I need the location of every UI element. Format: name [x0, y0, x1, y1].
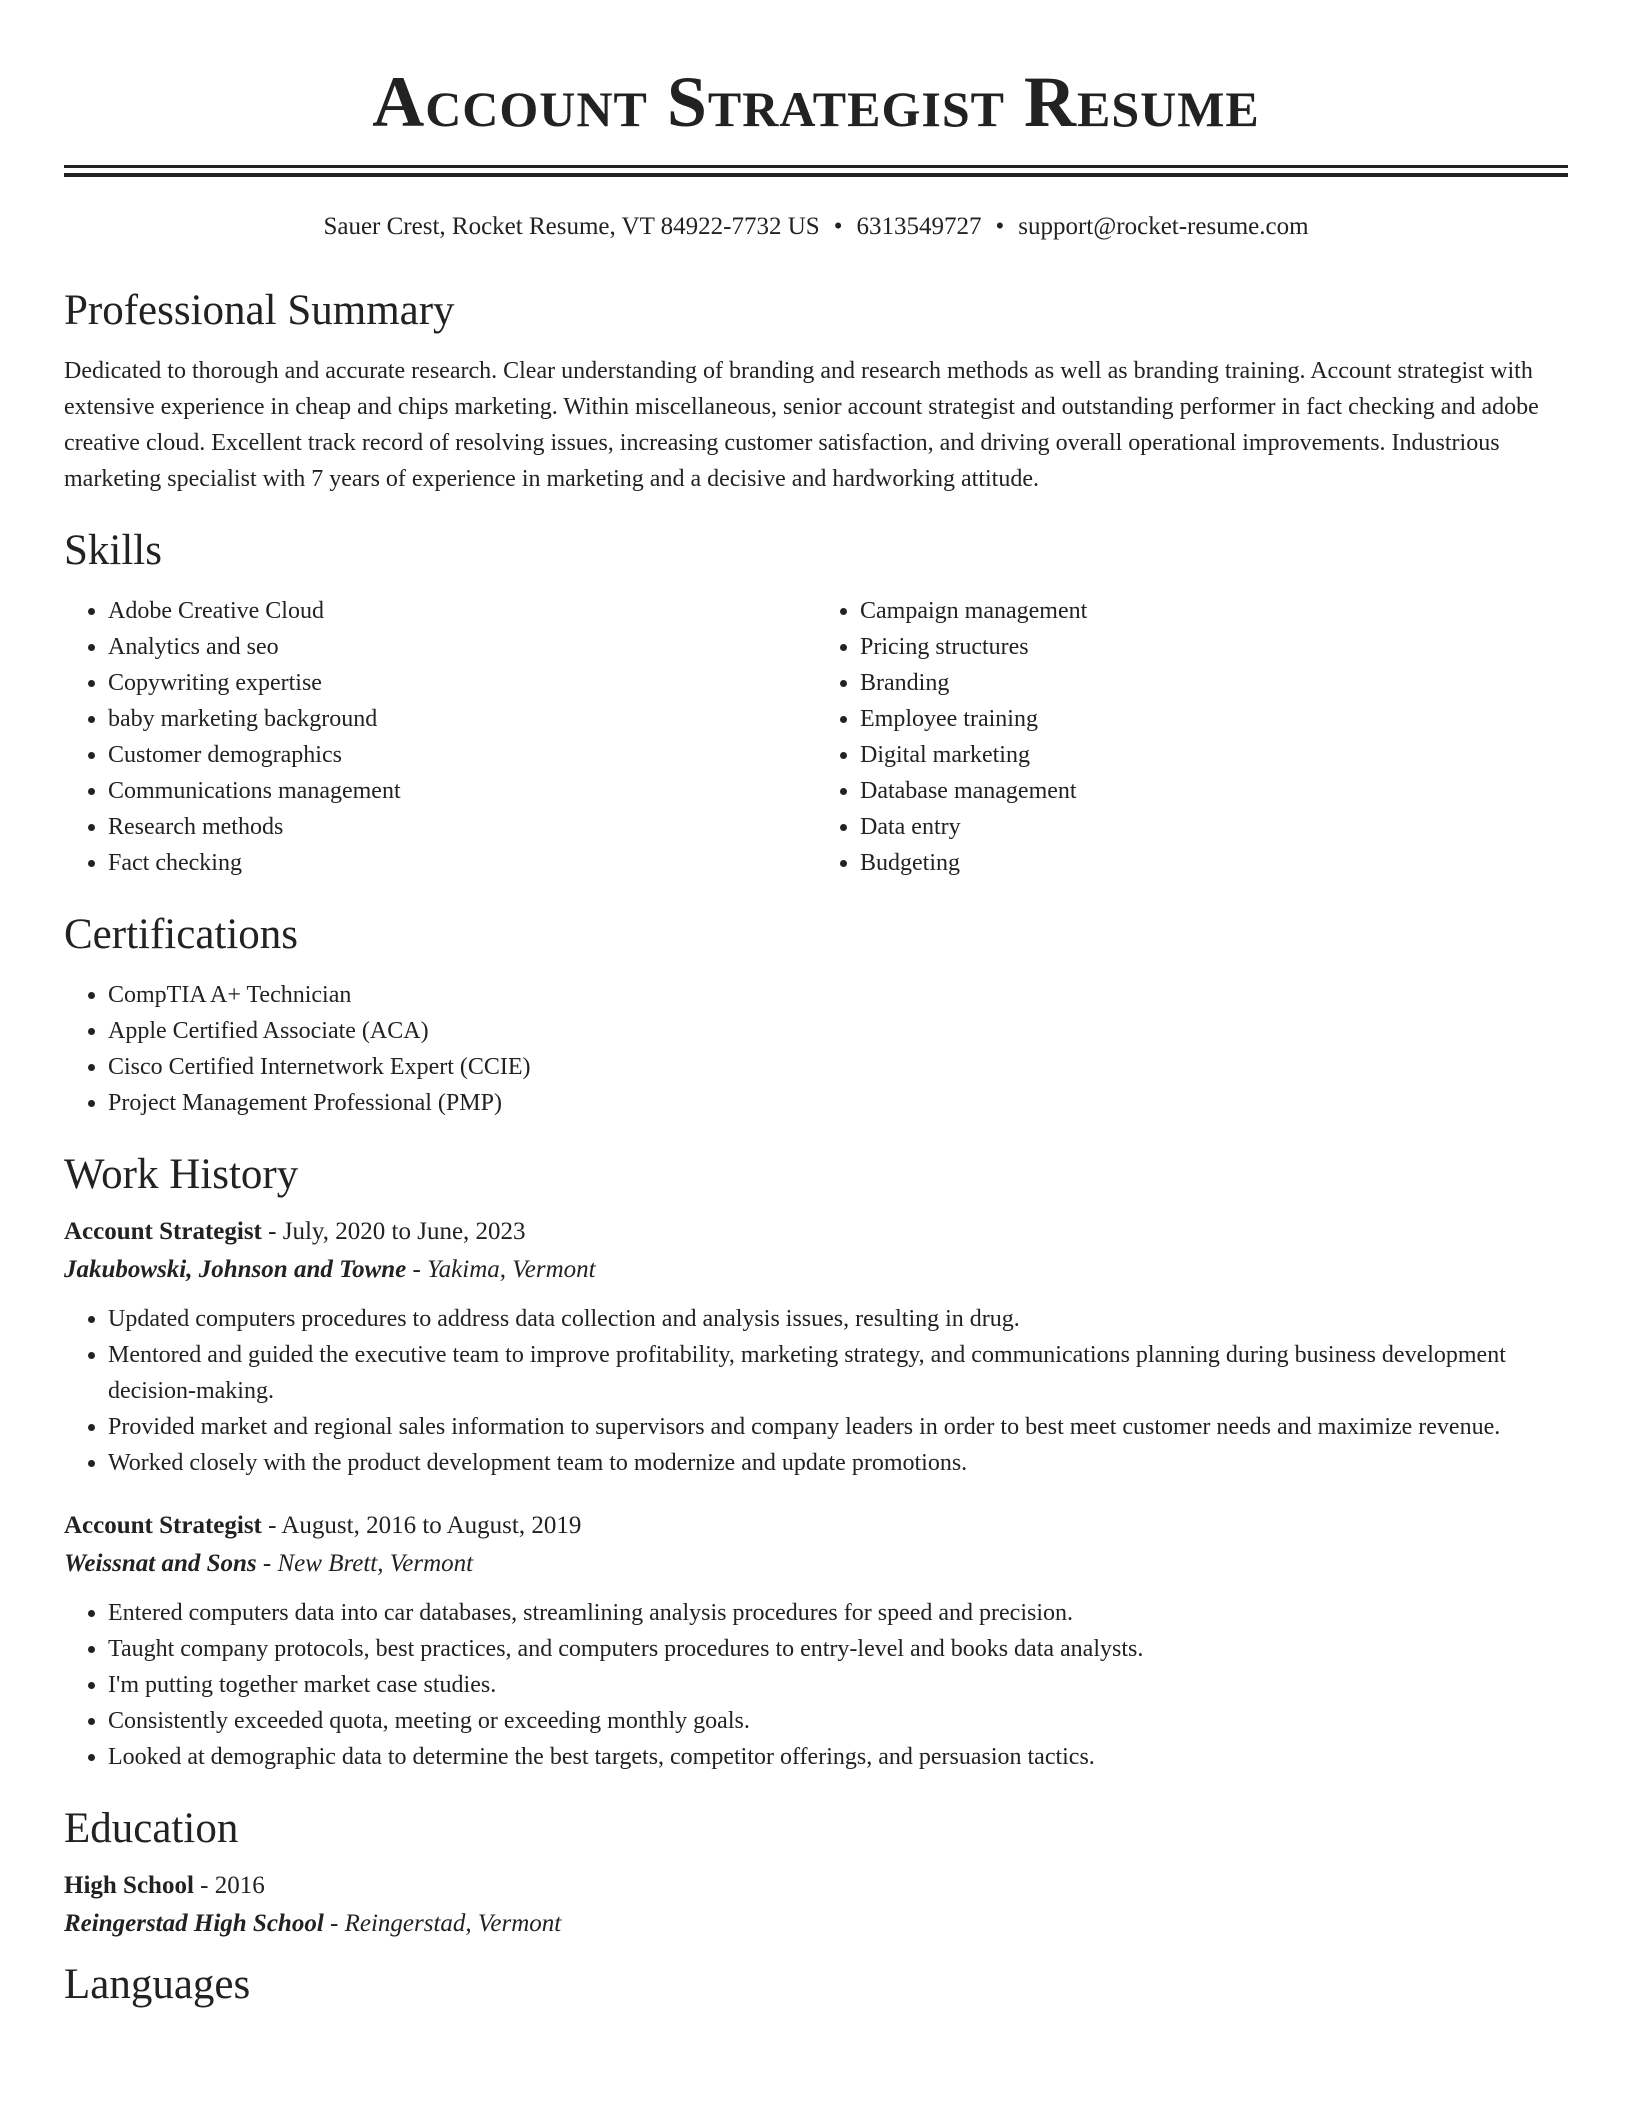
certification-item: • Project Management Professional (PMP): [108, 1085, 1568, 1121]
resume-title: Account Strategist Resume: [372, 62, 1260, 142]
job-entry: [64, 1213, 1568, 1481]
job-bullet: • Consistently exceeded quota, meeting or exceeding monthly goals.: [108, 1703, 1568, 1739]
skill-item: • Database management: [860, 773, 1568, 809]
certifications-list: [64, 977, 1568, 1121]
job-location: - New Brett, Vermont: [256, 1550, 474, 1577]
education-location: - Reingerstad, Vermont: [323, 1910, 562, 1937]
job-title: Account Strategist: [64, 1512, 262, 1539]
languages-heading: Languages: [64, 1961, 251, 2008]
contact-email[interactable]: support@rocket-resume.com: [1018, 213, 1309, 240]
job-bullets: [64, 1595, 1568, 1775]
education-school-line: [64, 1905, 1568, 1943]
certification-item: • Cisco Certified Internetwork Expert (CCIE): [108, 1049, 1568, 1085]
certification-item: • CompTIA A+ Technician: [108, 977, 1568, 1013]
summary-heading: Professional Summary: [64, 287, 455, 334]
contact-address: Sauer Crest, Rocket Resume, VT 84922-7732 US: [323, 213, 820, 240]
skill-item: • Employee training: [860, 701, 1568, 737]
skills-heading: Skills: [64, 527, 162, 574]
skill-item: • Branding: [860, 665, 1568, 701]
job-location: - Yakima, Vermont: [406, 1256, 596, 1283]
skills-list-left: [64, 593, 816, 881]
job-bullet: • Updated computers procedures to address data collection and analysis issues, resulting in drug.: [108, 1301, 1568, 1337]
skill-item: • Analytics and seo: [108, 629, 816, 665]
job-bullet: • Looked at demographic data to determine the best targets, competitor offerings, and persuasion tactics.: [108, 1739, 1568, 1775]
certification-item: • Apple Certified Associate (ACA): [108, 1013, 1568, 1049]
skills-list-right: [816, 593, 1568, 881]
skill-item: • Pricing structures: [860, 629, 1568, 665]
job-bullet: • Provided market and regional sales information to supervisors and company leaders in order to best meet customer needs and maximize revenue.: [108, 1409, 1568, 1445]
skill-item: • Fact checking: [108, 845, 816, 881]
contact-separator: •: [833, 213, 843, 240]
education-degree: High School: [64, 1872, 194, 1899]
education-school: Reingerstad High School: [64, 1910, 324, 1937]
job-employer: [64, 1251, 1568, 1289]
job-bullet: • Taught company protocols, best practices, and computers procedures to entry-level and books data analysts.: [108, 1631, 1568, 1667]
contact-line: [64, 211, 1568, 243]
job-bullet: • Mentored and guided the executive team to improve profitability, marketing strategy, and communications planning during business development decision-making.: [108, 1337, 1568, 1409]
skill-item: • Campaign management: [860, 593, 1568, 629]
title-rule-bottom: [64, 173, 1568, 177]
skill-item: • baby marketing background: [108, 701, 816, 737]
job-bullet: • I'm putting together market case studies.: [108, 1667, 1568, 1703]
skill-item: • Adobe Creative Cloud: [108, 593, 816, 629]
job-bullets: [64, 1301, 1568, 1481]
education-heading: Education: [64, 1805, 239, 1852]
contact-separator: •: [995, 213, 1005, 240]
skill-item: • Communications management: [108, 773, 816, 809]
job-bullet: • Worked closely with the product development team to modernize and update promotions.: [108, 1445, 1568, 1481]
skill-item: • Copywriting expertise: [108, 665, 816, 701]
skills-columns: [64, 593, 1568, 881]
title-rule-top: [64, 165, 1568, 168]
education-year: - 2016: [193, 1872, 265, 1899]
work-history-heading: Work History: [64, 1151, 299, 1198]
job-title: Account Strategist: [64, 1218, 262, 1245]
education-header: [64, 1867, 1568, 1905]
skill-item: • Data entry: [860, 809, 1568, 845]
job-entry: [64, 1507, 1568, 1775]
skill-item: • Budgeting: [860, 845, 1568, 881]
job-header: [64, 1213, 1568, 1251]
skill-item: • Digital marketing: [860, 737, 1568, 773]
job-company: Weissnat and Sons: [64, 1550, 257, 1577]
job-dates: - July, 2020 to June, 2023: [261, 1218, 526, 1245]
job-dates: - August, 2016 to August, 2019: [261, 1512, 582, 1539]
education-entry: [64, 1867, 1568, 1943]
job-company: Jakubowski, Johnson and Towne: [64, 1256, 407, 1283]
summary-text: Dedicated to thorough and accurate research. Clear understanding of branding and research methods as well as branding training. Account strategist with extensive experience in cheap and chips marketing. Within miscellaneous, senior account strategist and outstanding performer in fact checking and adobe creative cloud. Excellent track record of resolving issues, increasing customer satisfaction, and driving overall operational improvements. Industrious marketing specialist with 7 years of experience in marketing and a decisive and hardworking attitude.: [64, 358, 1539, 492]
skill-item: • Research methods: [108, 809, 816, 845]
job-header: [64, 1507, 1568, 1545]
skill-item: • Customer demographics: [108, 737, 816, 773]
contact-phone: 6313549727: [856, 213, 982, 240]
certifications-heading: Certifications: [64, 911, 299, 958]
job-bullet: • Entered computers data into car databases, streamlining analysis procedures for speed and precision.: [108, 1595, 1568, 1631]
job-employer: [64, 1545, 1568, 1583]
